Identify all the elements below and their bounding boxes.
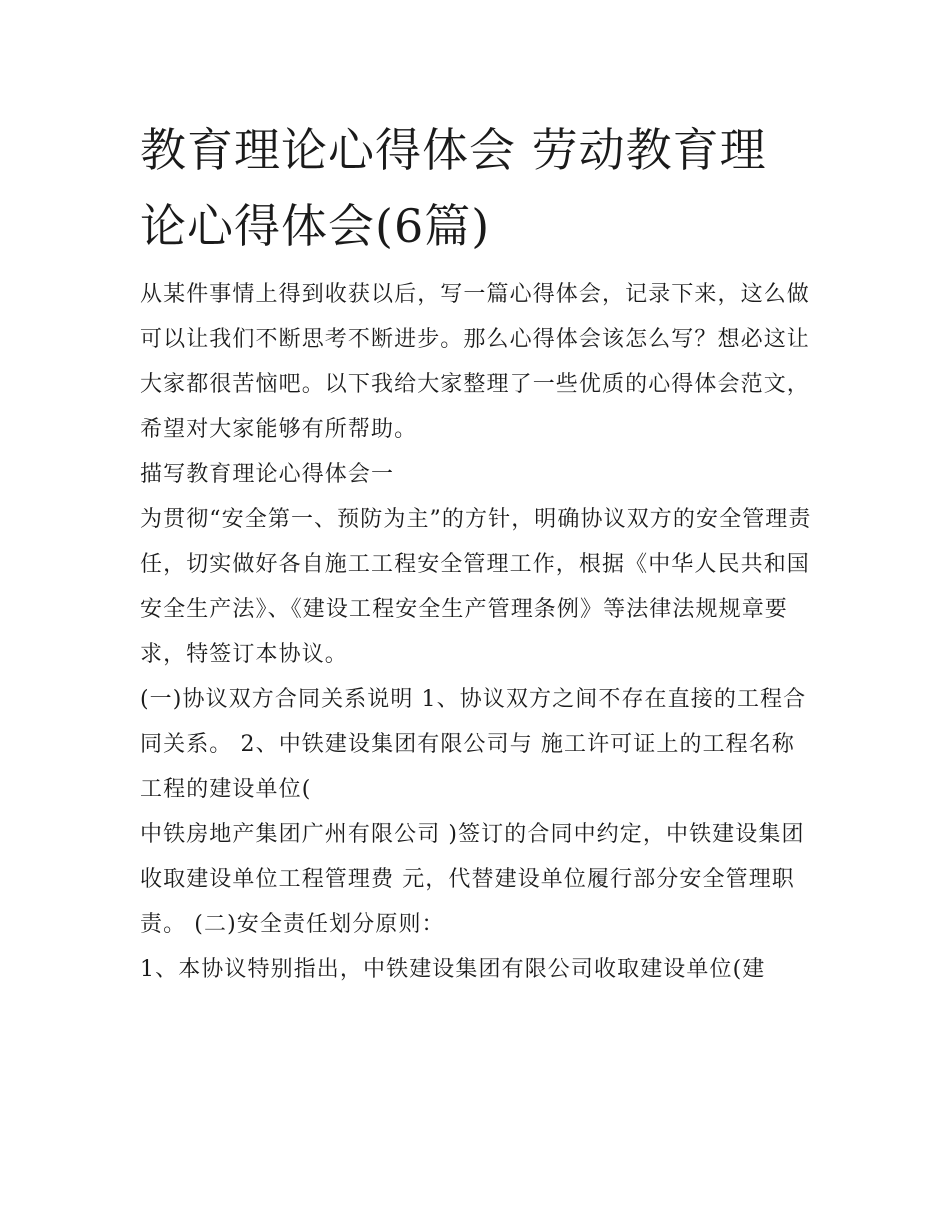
section-heading: 描写教育理论心得体会一 bbox=[140, 462, 395, 487]
document-body bbox=[140, 112, 812, 992]
body-paragraph: 1、本协议特别指出，中铁建设集团有限公司收取建设单位(建 bbox=[140, 957, 766, 982]
body-paragraph: 中铁房地产集团广州有限公司 )签订的合同中约定，中铁建设集团收取建设单位工程管理费 元，代替建设单位履行部分安全管理职责。 (二)安全责任划分原则： bbox=[140, 822, 805, 937]
body-paragraph: 为贯彻“安全第一、预防为主”的方针，明确协议双方的安全管理责任，切实做好各自施工工程安全管理工作，根据《中华人民共和国安全生产法》、《建设工程安全生产管理条例》等法律法规规章要求，特签订本协议。 bbox=[140, 507, 812, 667]
body-paragraph: (一)协议双方合同关系说明 1、协议双方之间不存在直接的工程合同关系。 2、中铁建设集团有限公司与 施工许可证上的工程名称 工程的建设单位( bbox=[140, 687, 807, 802]
document-title: 教育理论心得体会 劳动教育理论心得体会(6篇) bbox=[140, 123, 767, 253]
intro-paragraph: 从某件事情上得到收获以后，写一篇心得体会，记录下来，这么做可以让我们不断思考不断进步。那么心得体会该怎么写？想必这让大家都很苦恼吧。以下我给大家整理了一些优质的心得体会范文，希望对大家能够有所帮助。 bbox=[140, 282, 810, 442]
